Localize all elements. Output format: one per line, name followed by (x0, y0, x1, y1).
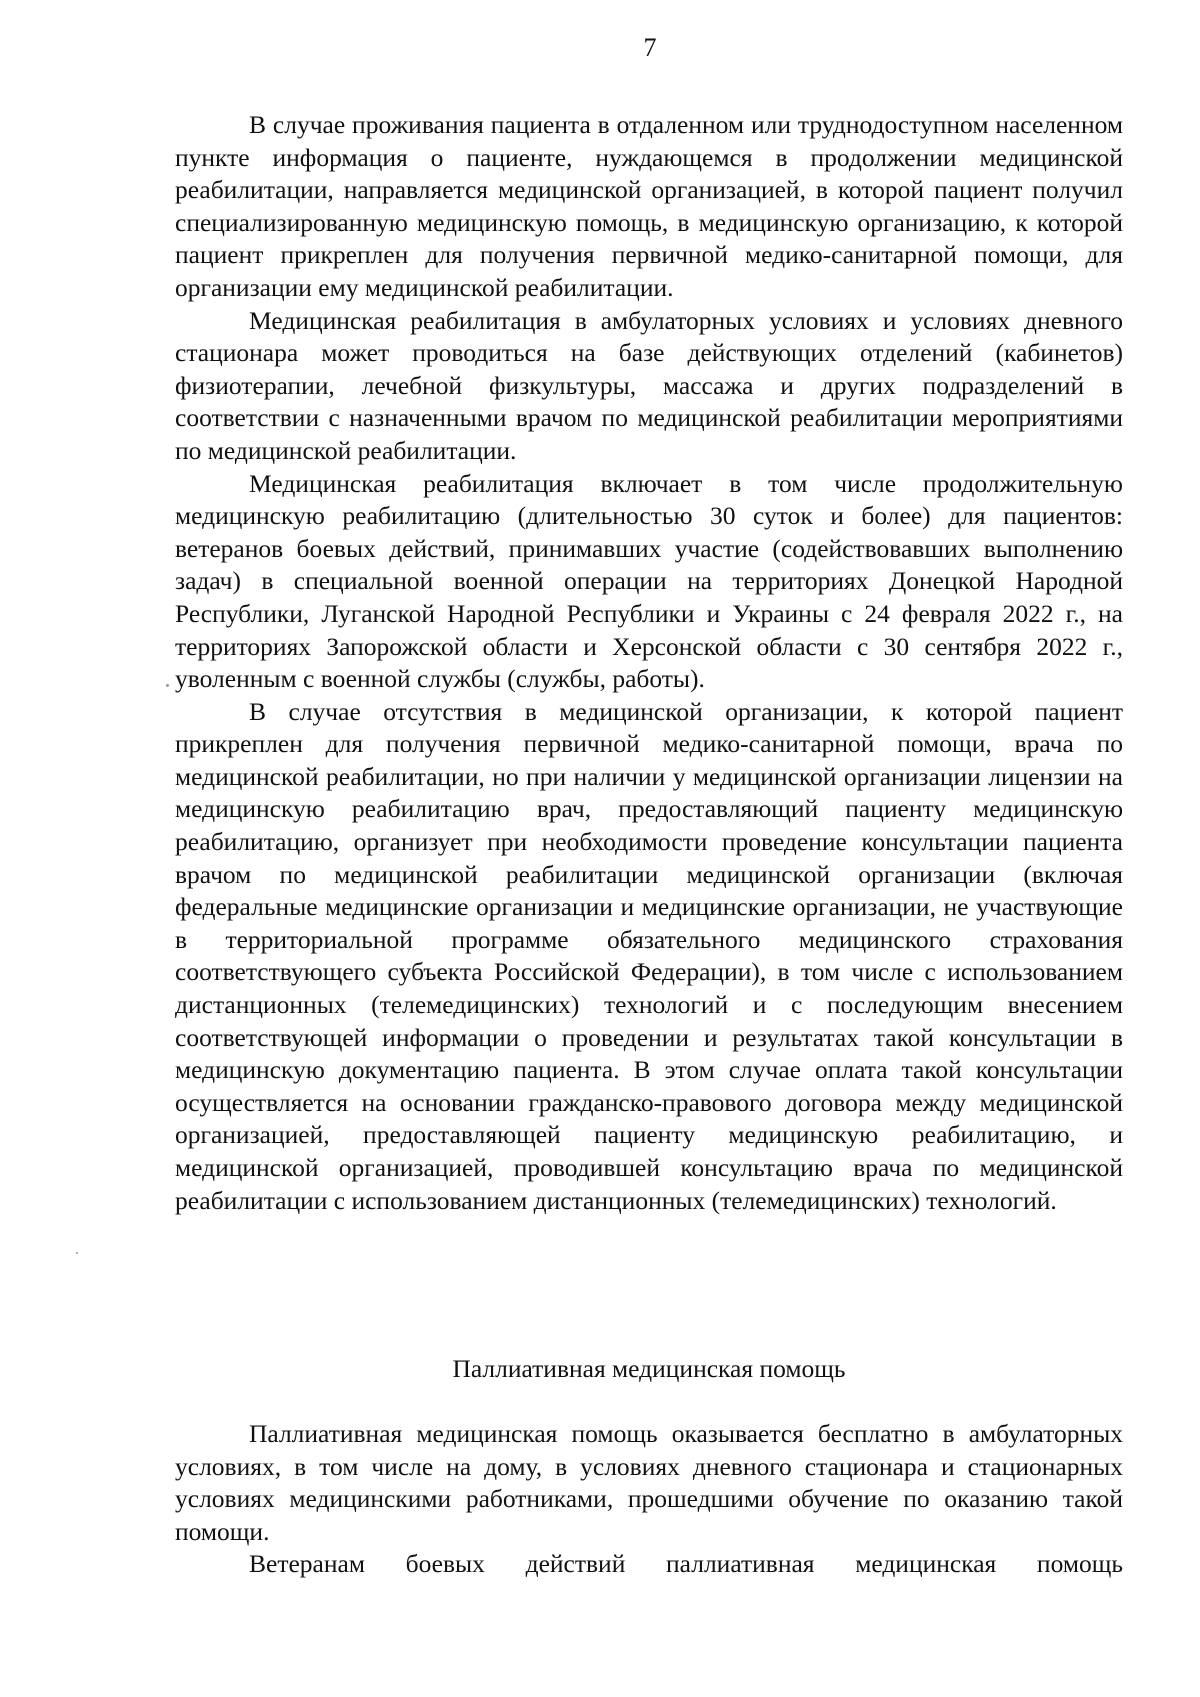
body-text-section (175, 109, 1123, 1217)
paragraph-remote-settlement: В случае проживания пациента в отдаленном или труднодоступном населенном пункте информация о пациенте, нуждающемся в продолжении медицинской реабилитации, направляется медицинской организацией, в которой пациент получил специализированную медицинскую помощь, в медицинскую организацию, к которой пациент прикреплен для получения первичной медико-санитарной помощи, для организации ему медицинской реабилитации. (175, 110, 1123, 302)
palliative-care-section (175, 1418, 1123, 1581)
scan-artifact (166, 684, 169, 687)
section-heading-palliative-care: Паллиативная медицинская помощь (452, 1354, 846, 1383)
paragraph-palliative-care-free: Паллиативная медицинская помощь оказывается бесплатно в амбулаторных условиях, в том числе на дому, в условиях дневного стационара и стационарных условиях медицинскими работниками, прошедшими обучение по оказанию такой помощи. (175, 1419, 1123, 1546)
paragraph-telemedicine-consultation: В случае отсутствия в медицинской организации, к которой пациент прикреплен для получения первичной медико-санитарной помощи, врача по медицинской реабилитации, но при наличии у медицинской организации лицензии на медицинскую реабилитацию врач, предоставляющий пациенту медицинскую реабилитацию, организует при необходимости проведение консультации пациента врачом по медицинской реабилитации медицинской организации (включая федеральные медицинские организации и медицинские организации, не участвующие в территориальной программе обязательного медицинского страхования соответствующего субъекта Российской Федерации), в том числе с использованием дистанционных (телемедицинских) технологий и с последующим внесением соответствующей информации о проведении и результатах такой консультации в медицинскую документацию пациента. В этом случае оплата такой консультации осуществляется на основании гражданско-правового договора между медицинской организацией, предоставляющей пациенту медицинскую реабилитацию, и медицинской организацией, проводившей консультацию врача по медицинской реабилитации с использованием дистанционных (телемедицинских) технологий. (175, 696, 1123, 1215)
paragraph-outpatient-rehabilitation: Медицинская реабилитация в амбулаторных условиях и условиях дневного стационара может проводиться на базе действующих отделений (кабинетов) физиотерапии, лечебной физкультуры, массажа и других подразделений в соответствии с назначенными врачом по медицинской реабилитации мероприятиями по медицинской реабилитации. (175, 305, 1123, 465)
paragraph-palliative-care-veterans: Ветеранам боевых действий паллиативная медицинская помощь (249, 1549, 1123, 1579)
scan-artifact (76, 1252, 78, 1254)
page-number: 7 (643, 33, 657, 62)
paragraph-long-term-rehabilitation: Медицинская реабилитация включает в том числе продолжительную медицинскую реабилитацию (длительностью 30 суток и более) для пациентов: ветеранов боевых действий, принимавших участие (содействовавших выполнению задач) в специальной военной операции на территориях Донецкой Народной Республики, Луганской Народной Республики и Украины с 24 февраля 2022 г., на территориях Запорожской области и Херсонской области с 30 сентября 2022 г., уволенным с военной службы (службы, работы). (175, 468, 1123, 694)
